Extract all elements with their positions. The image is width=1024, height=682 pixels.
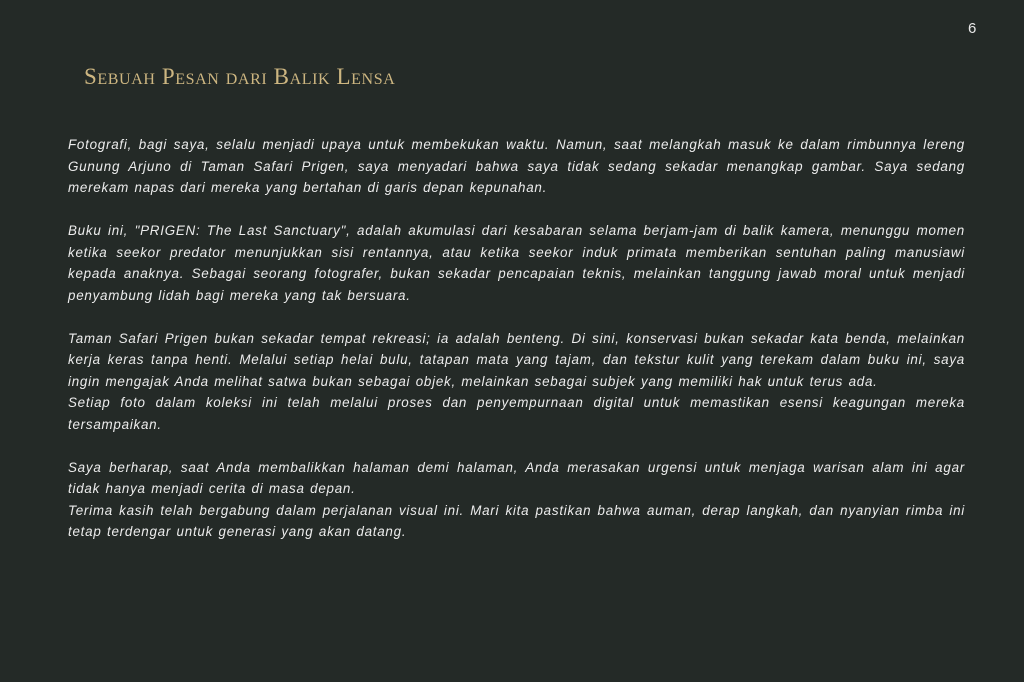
paragraph-conservation: Taman Safari Prigen bukan sekadar tempat rekreasi; ia adalah benteng. Di sini, konservasi bukan sekadar kata benda, melainkan kerja keras tanpa henti. Melalui setiap helai bulu, tatapan mata yang tajam, dan tekstur kulit yang terekam dalam buku ini, saya ingin mengajak Anda melihat satwa bukan sebagai objek, melainkan sebagai subjek yang memiliki hak untuk terus ada.	[68, 330, 965, 389]
paragraph-spacer	[68, 435, 965, 457]
paragraph-spacer	[68, 199, 965, 221]
body-text	[68, 134, 965, 543]
paragraph-intro: Fotografi, bagi saya, selalu menjadi upaya untuk membekukan waktu. Namun, saat melangkah masuk ke dalam rimbunnya lereng Gunung Arjuno di Taman Safari Prigen, saya menyadari bahwa saya tidak sedang sekadar menangkap gambar. Saya sedang merekam napas dari mereka yang bertahan di garis depan kepunahan.	[68, 137, 965, 195]
page-title: Sebuah Pesan dari Balik Lensa	[84, 64, 396, 89]
paragraph-thanks: Terima kasih telah bergabung dalam perjalanan visual ini. Mari kita pastikan bahwa auman, derap langkah, dan nyanyian rimba ini tetap terdengar untuk generasi yang akan datang.	[68, 502, 965, 539]
paragraph-book: Buku ini, "PRIGEN: The Last Sanctuary", adalah akumulasi dari kesabaran selama berjam-jam di balik kamera, menunggu momen ketika seekor predator menunjukkan sisi rentannya, atau ketika seekor induk primata memberikan sentuhan paling manusiawi kepada anaknya. Sebagai seorang fotografer, bukan sekadar pencapaian teknis, melainkan tanggung jawab moral untuk menjadi penyambung lidah bagi mereka yang tak bersuara.	[68, 223, 965, 303]
paragraph-photos: Setiap foto dalam koleksi ini telah melalui proses dan penyempurnaan digital untuk memastikan esensi keagungan mereka tersampaikan.	[68, 395, 965, 432]
paragraph-spacer	[68, 306, 965, 328]
paragraph-hope: Saya berharap, saat Anda membalikkan halaman demi halaman, Anda merasakan urgensi untuk menjaga warisan alam ini agar tidak hanya menjadi cerita di masa depan.	[68, 459, 965, 496]
page-number: 6	[968, 20, 977, 37]
